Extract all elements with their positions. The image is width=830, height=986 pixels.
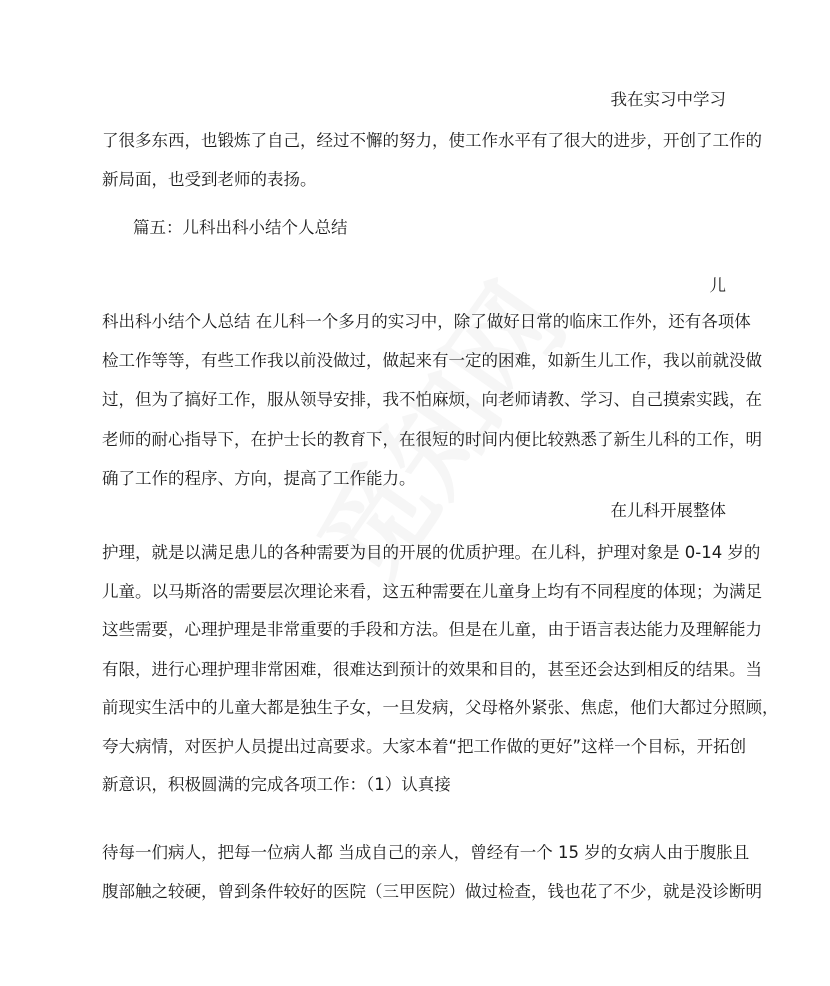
paragraph-line: 科出科小结个人总结 在儿科一个多月的实习中，除了做好日常的临床工作外，还有各项体 [102,312,751,331]
paragraph-line: 儿 [709,276,726,295]
paragraph-line: 确了工作的程序、方向，提高了工作能力。 [102,469,416,488]
paragraph-line: 我在实习中学习 [610,90,726,109]
paragraph-line: 待每一们病人，把每一位病人都 当成自己的亲人，曾经有一个 15 岁的女病人由于腹胀且 [102,843,750,862]
paragraph-line: 腹部触之较硬，曾到条件较好的医院（三甲医院）做过检查，钱也花了不少，就是没诊断明 [102,882,762,901]
paragraph-line: 了很多东西，也锻炼了自己，经过不懈的努力，使工作水平有了很大的进步，开创了工作的 [102,131,762,150]
section-title: 篇五：儿科出科小结个人总结 [133,218,348,237]
paragraph-line: 护理，就是以满足患儿的各种需要为目的开展的优质护理。在儿科，护理对象是 0-14 岁的 [102,543,761,562]
paragraph-line: 过，但为了搞好工作，服从领导安排，我不怕麻烦，向老师请教、学习、自己摸索实践，在 [102,390,762,409]
paragraph-line: 夸大病情，对医护人员提出过高要求。大家本着“把工作做的更好”这样一个目标，开拓创 [102,737,747,756]
paragraph-line: 新局面，也受到老师的表扬。 [102,170,317,189]
paragraph-line: 老师的耐心指导下，在护士长的教育下，在很短的时间内便比较熟悉了新生儿科的工作，明 [102,430,762,449]
paragraph-line: 在儿科开展整体 [610,501,726,520]
paragraph-line: 检工作等等，有些工作我以前没做过，做起来有一定的困难，如新生儿工作，我以前就没做 [102,351,762,370]
paragraph-line: 儿童。以马斯洛的需要层次理论来看，这五种需要在儿童身上均有不同程度的体现；为满足 [102,582,762,601]
paragraph-line: 前现实生活中的儿童大都是独生子女，一旦发病，父母格外紧张、焦虑，他们大都过分照顾， [102,698,779,717]
paragraph-line: 这些需要，心理护理是非常重要的手段和方法。但是在儿童，由于语言表达能力及理解能力 [102,620,762,639]
paragraph-line: 新意识，积极圆满的完成各项工作：（1）认真接 [102,775,451,794]
paragraph-line: 有限，进行心理护理非常困难，很难达到预计的效果和目的，甚至还会达到相反的结果。当 [102,660,762,679]
